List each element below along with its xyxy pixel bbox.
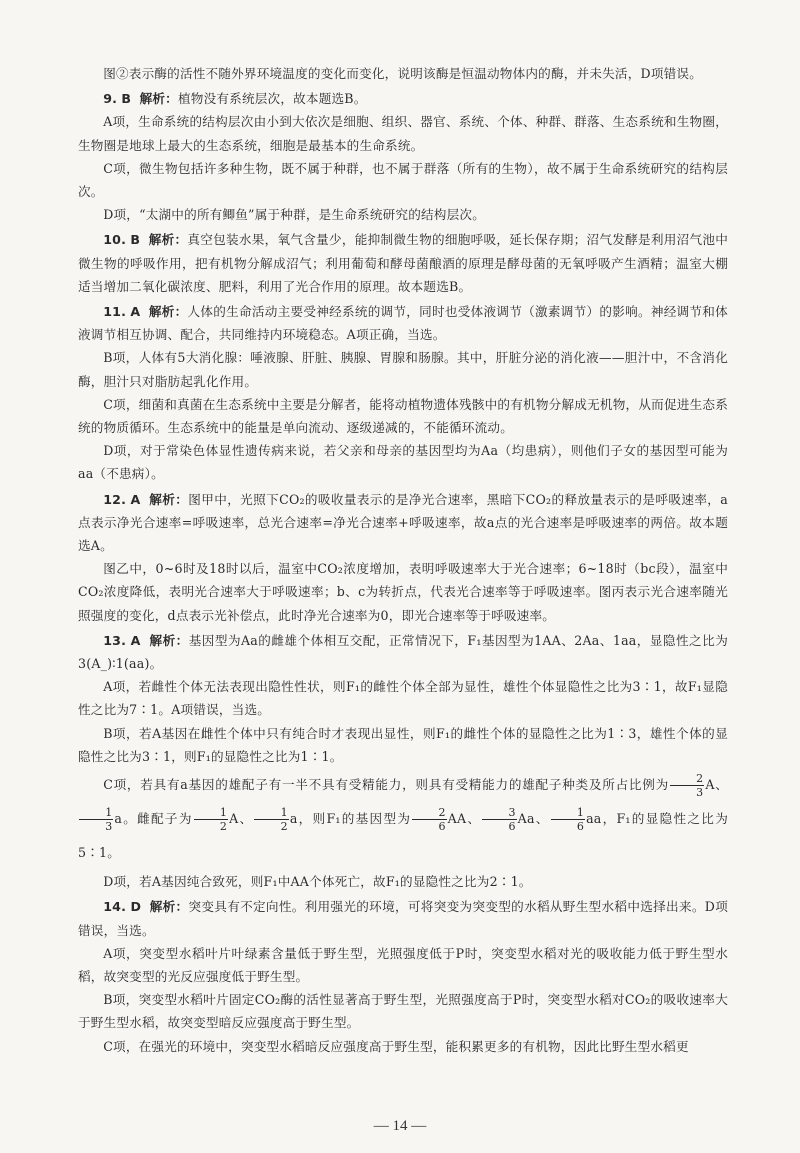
fraction: $\frac{1}{6}$ xyxy=(551,806,585,833)
q9-option-d: D项，“太湖中的所有鲫鱼”属于种群，是生命系统研究的结构层次。 xyxy=(103,207,485,223)
q11-option-d: D项，对于常染色体显性遗传病来说，若父亲和母亲的基因型均为Aa（均患病），则他们子女的基因型可能为aa（不患病）。 xyxy=(78,443,728,482)
q9-option-c: C项，微生物包括许多种生物，既不属于种群，也不属于群落（所有的生物），故不属于生命系统研究的结构层次。 xyxy=(78,160,728,200)
q12-header: 12. A 解析：图甲中，光照下CO₂的吸收量表示的是净光合速率，黑暗下CO₂的释放量表示的是呼吸速率，a点表示净光合速率=呼吸速率，总光合速率=净光合速率+呼吸速率，故a点的光合速率是呼吸速率的两倍。故本题选A。 xyxy=(78,491,728,554)
q12-figure-b: 图乙中，0~6时及18时以后，温室中CO₂浓度增加，表明呼吸速率大于光合速率；6~18时（bc段），温室中CO₂浓度降低，表明光合速率大于呼吸速率；b、c为转折点，代表光合速率等于呼吸速率。图丙表示光合速率随光照强度的变化，d点表示光补偿点，此时净光合速率为0，即光合速率等于呼吸速率。 xyxy=(78,561,728,623)
q13-option-c: C项，若具有a基因的雄配子有一半不具有受精能力，则具有受精能力的雄配子种类及所占比例为 $\frac{2}{3}$ A、 $\frac{1}{3}$ a。雌配子为 $\frac{1}{2}$ A、 $\frac{1}{2}$ a，则F₁的基因型为 $\frac{2}{6}$ AA、 $\frac{3}{6}$ Aa、 $\frac{1}{6}$ aa，F₁的显隐性之比为5∶1。 xyxy=(78,772,728,861)
q13-option-b: B项，若A基因在雌性个体中只有纯合时才表现出显性，则F₁的雌性个体的显隐性之比为1∶3，雄性个体的显隐性之比为3∶1，则F₁的显隐性之比为1∶1。 xyxy=(78,725,728,764)
fraction: $\frac{1}{2}$ xyxy=(194,806,228,833)
q9-option-a: A项，生命系统的结构层次由小到大依次是细胞、组织、器官、系统、个体、种群、群落、生态系统和生物圈，生物圈是地球上最大的生态系统，细胞是最基本的生命系统。 xyxy=(78,114,728,153)
page-number: — 14 — xyxy=(373,1118,427,1134)
q14-header: 14. D 解析：突变具有不定向性。利用强光的环境，可将突变为突变型的水稻从野生型水稻中选择出来。D项错误，当选。 xyxy=(78,899,728,938)
q9-header: 9. B 解析：植物没有系统层次，故本题选B。 xyxy=(103,91,367,107)
q11-option-c: C项，细菌和真菌在生态系统中主要是分解者，能将动植物遗体残骸中的有机物分解成无机物，从而促进生态系统的物质循环。生态系统中的能量是单向流动、逐级递减的，不能循环流动。 xyxy=(78,396,728,436)
fraction: $\frac{2}{3}$ xyxy=(670,772,704,799)
q14-option-a: A项，突变型水稻叶片叶绿素含量低于野生型，光照强度低于P时，突变型水稻对光的吸收能力低于野生型水稻，故突变型的光反应强度低于野生型。 xyxy=(78,945,728,984)
q13-option-a: A项，若雌性个体无法表现出隐性性状，则F₁的雌性个体全部为显性，雄性个体显隐性之比为3∶1，故F₁显隐性之比为7∶1。A项错误，当选。 xyxy=(78,679,728,718)
fraction: $\frac{1}{3}$ xyxy=(79,806,113,833)
q14-option-c: C项，在强光的环境中，突变型水稻暗反应强度高于野生型，能积累更多的有机物，因此比野生型水稻更 xyxy=(103,1038,689,1054)
q11-header: 11. A 解析：人体的生命活动主要受神经系统的调节，同时也受体液调节（激素调节）的影响。神经调节和体液调节相互协调、配合，共同维持内环境稳态。A项正确，当选。 xyxy=(78,304,728,343)
fraction: $\frac{3}{6}$ xyxy=(482,806,516,833)
answer-content xyxy=(78,62,728,1058)
q10-header: 10. B 解析：真空包装水果，氧气含量少，能抑制微生物的细胞呼吸，延长保存期；沼气发酵是利用沼气池中微生物的呼吸作用，把有机物分解成沼气；利用葡萄和酵母菌酿酒的原理是酵母菌的无氧呼吸产生酒精；温室大棚适当增加二氧化碳浓度、肥料，利用了光合作用的原理。故本题选B。 xyxy=(78,232,728,294)
fraction: $\frac{1}{2}$ xyxy=(254,806,288,833)
fraction: $\frac{2}{6}$ xyxy=(412,806,446,833)
q14-option-b: B项，突变型水稻叶片固定CO₂酶的活性显著高于野生型，光照强度高于P时，突变型水稻对CO₂的吸收速率大于野生型水稻，故突变型暗反应强度高于野生型。 xyxy=(78,992,728,1031)
q13-option-d: D项，若A基因纯合致死，则F₁中AA个体死亡，故F₁的显隐性之比为2∶1。 xyxy=(103,874,532,890)
q8-continuation: 图②表示酶的活性不随外界环境温度的变化而变化，说明该酶是恒温动物体内的酶，并未失活，D项错误。 xyxy=(103,66,702,81)
q13-header: 13. A 解析：基因型为Aa的雌雄个体相互交配，正常情况下，F₁基因型为1AA、2Aa、1aa，显隐性之比为3(A_)∶1(aa)。 xyxy=(78,632,728,672)
q11-option-b: B项，人体有5大消化腺：唾液腺、肝脏、胰腺、胃腺和肠腺。其中，肝脏分泌的消化液——胆汁中，不含消化酶，胆汁只对脂肪起乳化作用。 xyxy=(78,350,728,389)
